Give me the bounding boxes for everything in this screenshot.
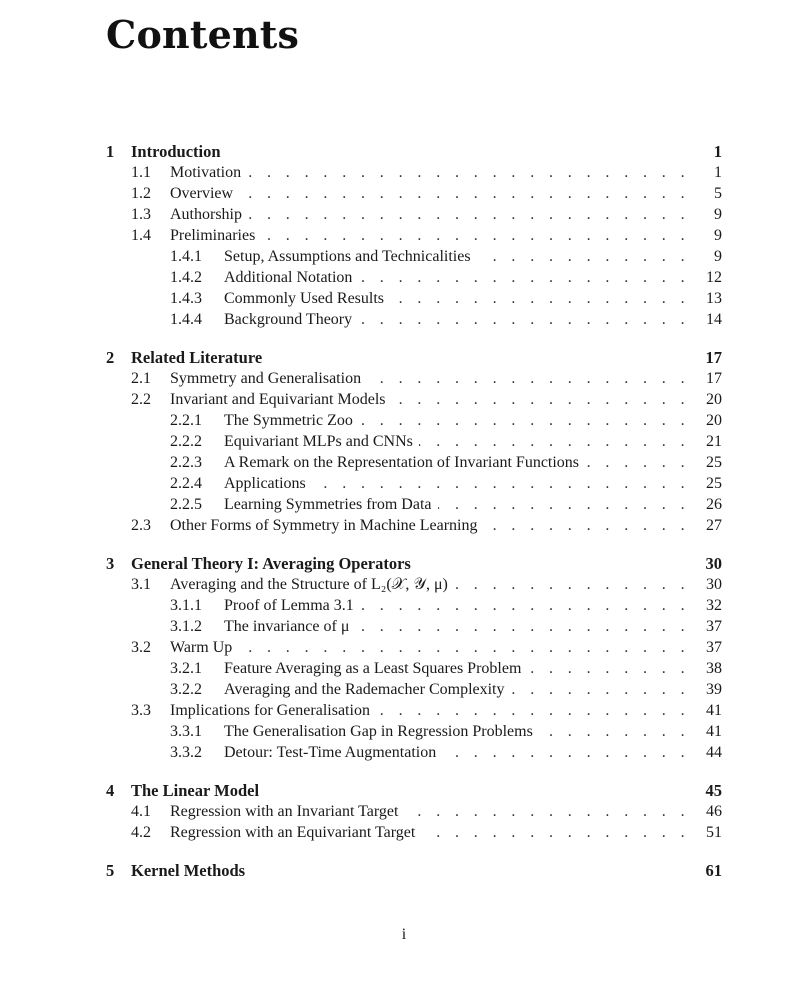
dot-leader (484, 515, 691, 536)
table-of-contents (106, 141, 722, 881)
entry-page: 37 (706, 618, 722, 635)
entry-page: 12 (706, 269, 722, 286)
entry-number: 3.2.1 (170, 660, 202, 677)
toc-entry-3.3[interactable] (106, 700, 722, 721)
toc-entry-3.1.2[interactable] (106, 616, 722, 637)
entry-number: 4.1 (131, 803, 151, 820)
entry-number: 1.4.4 (170, 311, 202, 328)
toc-entry-3.3.2[interactable] (106, 742, 722, 763)
entry-title: Preliminaries (170, 227, 256, 244)
entry-number: 3.1 (131, 576, 151, 593)
chapter-number: 2 (106, 348, 115, 367)
entry-page: 27 (706, 517, 722, 534)
entry-number: 3.2.2 (170, 681, 202, 698)
dot-leader (392, 389, 691, 410)
dot-leader (419, 431, 690, 452)
entry-number: 2.2.5 (170, 496, 202, 513)
toc-chapter-1[interactable] (106, 141, 722, 162)
chapter-title: General Theory I: Averaging Operators (131, 554, 411, 573)
entry-number: 1.4.3 (170, 290, 202, 307)
entry-number: 2.2.2 (170, 433, 202, 450)
entry-page: 39 (706, 681, 722, 698)
chapter-page: 1 (713, 142, 722, 161)
entry-number: 3.3.2 (170, 744, 202, 761)
entry-page: 25 (706, 475, 722, 492)
toc-entry-1.4.1[interactable] (106, 246, 722, 267)
dot-leader (261, 225, 690, 246)
dot-leader (477, 246, 690, 267)
entry-title: Equivariant MLPs and CNNs (224, 433, 413, 450)
entry-title: Commonly Used Results (224, 290, 385, 307)
entry-page: 1 (714, 164, 722, 181)
entry-title: The Generalisation Gap in Regression Problems (224, 723, 533, 740)
entry-title: Motivation (170, 164, 242, 181)
dot-leader (404, 801, 690, 822)
chapter-number: 4 (106, 781, 115, 800)
toc-entry-3.1.1[interactable] (106, 595, 722, 616)
entry-title: Regression with an Equivariant Target (170, 824, 416, 841)
entry-page: 25 (706, 454, 722, 471)
entry-number: 4.2 (131, 824, 151, 841)
entry-page: 38 (706, 660, 722, 677)
entry-page: 20 (706, 412, 722, 429)
dot-leader (376, 700, 690, 721)
page-number-footer: i (401, 926, 407, 943)
entry-page: 37 (706, 639, 722, 656)
chapter-number: 1 (106, 142, 115, 161)
entry-page: 9 (714, 248, 722, 265)
dot-leader (358, 267, 690, 288)
dot-leader (367, 368, 690, 389)
entry-title: Applications (224, 475, 306, 492)
dot-leader (358, 309, 690, 330)
entry-number: 1.3 (131, 206, 151, 223)
dot-leader (239, 183, 690, 204)
toc-entry-1.1[interactable] (106, 162, 722, 183)
chapter-page: 45 (705, 781, 722, 800)
entry-title: A Remark on the Representation of Invariant Functions (224, 454, 580, 471)
chapter-title: Related Literature (131, 348, 263, 367)
toc-entry-3.3.1[interactable] (106, 721, 722, 742)
chapter-page: 30 (705, 554, 722, 573)
toc-chapter-2[interactable] (106, 347, 722, 368)
dot-leader (585, 452, 690, 473)
entry-page: 9 (714, 206, 722, 223)
toc-entry-2.2.3[interactable] (106, 452, 722, 473)
dot-leader (454, 574, 690, 595)
entry-title: Overview (170, 185, 234, 202)
chapter-page: 17 (705, 348, 722, 367)
entry-page: 46 (706, 803, 722, 820)
chapter-number: 3 (106, 554, 115, 573)
toc-entry-1.4.3[interactable] (106, 288, 722, 309)
entry-page: 51 (706, 824, 722, 841)
entry-title: Other Forms of Symmetry in Machine Learning (170, 517, 478, 534)
entry-title: Invariant and Equivariant Models (170, 391, 386, 408)
entry-title: The invariance of μ (224, 618, 350, 635)
dot-leader (527, 658, 690, 679)
entry-page: 41 (706, 723, 722, 740)
dot-leader (442, 742, 690, 763)
toc-chapter-4[interactable] (106, 780, 722, 801)
toc-entry-2.2[interactable] (106, 389, 722, 410)
entry-page: 32 (706, 597, 722, 614)
dot-leader (247, 162, 690, 183)
toc-entry-2.2.4[interactable] (106, 473, 722, 494)
entry-number: 1.4.2 (170, 269, 202, 286)
entry-page: 26 (706, 496, 722, 513)
toc-entry-1.4[interactable] (106, 225, 722, 246)
entry-page: 17 (706, 370, 722, 387)
entry-number: 2.2.3 (170, 454, 202, 471)
entry-title: The Symmetric Zoo (224, 412, 353, 429)
chapter-title: Introduction (131, 142, 221, 161)
chapter-title: The Linear Model (131, 781, 260, 800)
entry-title: Setup, Assumptions and Technicalities (224, 248, 471, 265)
entry-title: Implications for Generalisation (170, 702, 370, 719)
entry-title: Background Theory (224, 311, 353, 328)
entry-number: 3.3.1 (170, 723, 202, 740)
entry-title: Proof of Lemma 3.1 (224, 597, 354, 614)
entry-title: Detour: Test-Time Augmentation (224, 744, 437, 761)
entry-title: Learning Symmetries from Data (224, 496, 432, 513)
entry-number: 3.1.2 (170, 618, 202, 635)
entry-title: Feature Averaging as a Least Squares Problem (224, 660, 522, 677)
entry-number: 1.1 (131, 164, 151, 181)
entry-number: 1.4.1 (170, 248, 202, 265)
toc-entry-4.1[interactable] (106, 801, 722, 822)
dot-leader (511, 679, 691, 700)
chapter-title: Kernel Methods (131, 861, 246, 880)
entry-number: 2.1 (131, 370, 151, 387)
entry-title: Additional Notation (224, 269, 353, 286)
toc-entry-2.3[interactable] (106, 515, 722, 536)
dot-leader (248, 204, 690, 225)
entry-title: Warm Up (170, 639, 233, 656)
chapter-page: 61 (705, 861, 722, 880)
entry-title: Averaging and the Structure of L₂(𝒳, 𝒴, μ) (170, 576, 448, 593)
toc-entry-2.2.2[interactable] (106, 431, 722, 452)
entry-number: 2.2.1 (170, 412, 202, 429)
entry-page: 5 (714, 185, 722, 202)
dot-leader (360, 595, 690, 616)
dot-leader (355, 616, 690, 637)
entry-page: 9 (714, 227, 722, 244)
entry-page: 21 (706, 433, 722, 450)
entry-page: 41 (706, 702, 722, 719)
entry-page: 44 (706, 744, 722, 761)
toc-entry-3.2[interactable] (106, 637, 722, 658)
dot-leader (359, 410, 690, 431)
entry-number: 1.2 (131, 185, 151, 202)
toc-entry-3.2.1[interactable] (106, 658, 722, 679)
page-title: Contents (106, 12, 300, 57)
toc-entry-4.2[interactable] (106, 822, 722, 843)
entry-title: Regression with an Invariant Target (170, 803, 399, 820)
toc-chapter-5[interactable] (106, 860, 722, 881)
toc-entry-2.2.5[interactable] (106, 494, 722, 515)
entry-page: 13 (706, 290, 722, 307)
toc-entry-2.1[interactable] (106, 368, 722, 389)
entry-number: 2.2 (131, 391, 151, 408)
toc-entry-3.1[interactable] (106, 574, 722, 595)
dot-leader (238, 637, 690, 658)
toc-entry-3.2.2[interactable] (106, 679, 722, 700)
entry-number: 3.3 (131, 702, 151, 719)
dot-leader (312, 473, 690, 494)
entry-number: 2.3 (131, 517, 151, 534)
dot-leader (390, 288, 690, 309)
entry-title: Authorship (170, 206, 242, 223)
toc-entry-1.2[interactable] (106, 183, 722, 204)
entry-title: Symmetry and Generalisation (170, 370, 362, 387)
entry-number: 3.1.1 (170, 597, 202, 614)
entry-page: 30 (706, 576, 722, 593)
toc-chapter-3[interactable] (106, 553, 722, 574)
toc-entry-2.2.1[interactable] (106, 410, 722, 431)
chapter-number: 5 (106, 861, 115, 880)
entry-page: 20 (706, 391, 722, 408)
entry-number: 1.4 (131, 227, 151, 244)
toc-entry-1.4.4[interactable] (106, 309, 722, 330)
dot-leader (438, 494, 691, 515)
entry-title: Averaging and the Rademacher Complexity (224, 681, 505, 698)
entry-page: 14 (706, 311, 722, 328)
toc-entry-1.4.2[interactable] (106, 267, 722, 288)
toc-entry-1.3[interactable] (106, 204, 722, 225)
dot-leader (539, 721, 690, 742)
dot-leader (421, 822, 690, 843)
entry-number: 3.2 (131, 639, 151, 656)
entry-number: 2.2.4 (170, 475, 202, 492)
